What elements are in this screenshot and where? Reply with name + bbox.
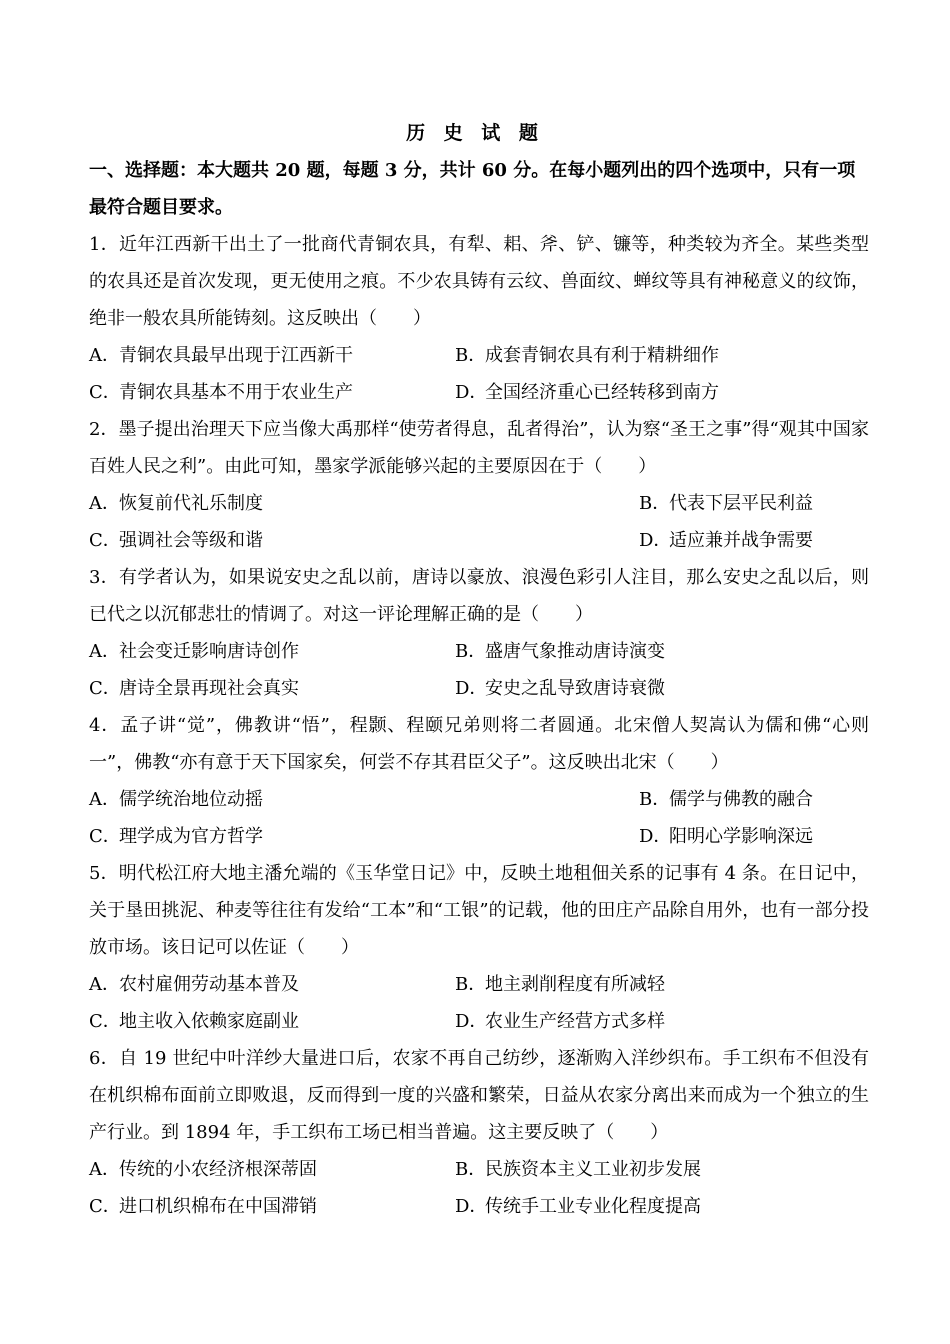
option-key: C． <box>89 1011 121 1032</box>
answer-option <box>89 1188 455 1225</box>
option-text: 农村雇佣劳动基本普及 <box>119 974 299 995</box>
option-key: C． <box>89 530 121 551</box>
answer-option <box>639 522 869 559</box>
option-text: 儒学与佛教的融合 <box>669 789 813 810</box>
option-text: 强调社会等级和谐 <box>119 530 263 551</box>
question-5 <box>89 855 869 1040</box>
option-text: 适应兼并战争需要 <box>669 530 813 551</box>
option-row <box>89 818 869 855</box>
option-key: B． <box>455 974 487 995</box>
answer-option <box>89 485 639 522</box>
option-key: D． <box>639 826 672 847</box>
option-key: B． <box>455 641 487 662</box>
option-text: 社会变迁影响唐诗创作 <box>119 641 299 662</box>
answer-option <box>89 374 455 411</box>
option-key: C． <box>89 382 121 403</box>
option-text: 传统手工业专业化程度提高 <box>485 1196 701 1217</box>
question-list <box>89 226 869 1225</box>
option-key: A． <box>89 1159 120 1180</box>
answer-option <box>89 1151 455 1188</box>
option-key: C． <box>89 678 121 699</box>
option-text: 青铜农具基本不用于农业生产 <box>119 382 353 403</box>
option-row <box>89 633 869 670</box>
option-text: 恢复前代礼乐制度 <box>119 493 263 514</box>
answer-option <box>89 966 455 1003</box>
section-heading: 一、选择题：本大题共 20 题，每题 3 分，共计 60 分。在每小题列出的四个选项中，只有一项最符合题目要求。 <box>89 160 856 218</box>
option-text: 进口机织棉布在中国滞销 <box>119 1196 317 1217</box>
question-6 <box>89 1040 869 1225</box>
option-key: C． <box>89 1196 121 1217</box>
option-text: 全国经济重心已经转移到南方 <box>485 382 719 403</box>
option-key: A． <box>89 493 120 514</box>
option-key: D． <box>455 678 488 699</box>
answer-option <box>455 1188 869 1225</box>
answer-option <box>455 337 869 374</box>
answer-option <box>89 337 455 374</box>
answer-option <box>455 1003 869 1040</box>
option-key: B． <box>639 789 671 810</box>
option-key: A． <box>89 789 120 810</box>
option-text: 传统的小农经济根深蒂固 <box>119 1159 317 1180</box>
option-text: 地主收入依赖家庭副业 <box>119 1011 299 1032</box>
option-row <box>89 337 869 374</box>
question-stem: 5．明代松江府大地主潘允端的《玉华堂日记》中，反映土地租佃关系的记事有 4 条。在日记中，关于垦田挑泥、种麦等往往有发给“工本”和“工银”的记载，他的田庄产品除自用外，也有一部分投放市场。该日记可以佐证（ ） <box>89 863 869 958</box>
answer-option <box>89 781 639 818</box>
option-text: 代表下层平民利益 <box>669 493 813 514</box>
option-text: 理学成为官方哲学 <box>119 826 263 847</box>
answer-option <box>455 374 869 411</box>
question-4 <box>89 707 869 855</box>
option-text: 成套青铜农具有利于精耕细作 <box>485 345 719 366</box>
option-row <box>89 1188 869 1225</box>
answer-option <box>89 522 639 559</box>
answer-option <box>455 966 869 1003</box>
answer-option <box>455 633 869 670</box>
option-key: D． <box>455 1196 488 1217</box>
question-2 <box>89 411 869 559</box>
option-row <box>89 966 869 1003</box>
option-text: 安史之乱导致唐诗衰微 <box>485 678 665 699</box>
answer-option <box>89 1003 455 1040</box>
question-stem: 6．自 19 世纪中叶洋纱大量进口后，农家不再自己纺纱，逐渐购入洋纱织布。手工织布不但没有在机织棉布面前立即败退，反而得到一度的兴盛和繁荣，日益从农家分离出来而成为一个独立的生产行业。到 1894 年，手工织布工场已相当普遍。这主要反映了（ ） <box>89 1048 869 1143</box>
option-text: 民族资本主义工业初步发展 <box>485 1159 701 1180</box>
option-text: 儒学统治地位动摇 <box>119 789 263 810</box>
question-3 <box>89 559 869 707</box>
option-text: 青铜农具最早出现于江西新干 <box>119 345 353 366</box>
option-row <box>89 522 869 559</box>
answer-option <box>89 670 455 707</box>
answer-option <box>455 1151 869 1188</box>
option-text: 农业生产经营方式多样 <box>485 1011 665 1032</box>
option-key: D． <box>455 1011 488 1032</box>
answer-option <box>639 485 869 522</box>
option-key: B． <box>455 345 487 366</box>
question-stem: 2．墨子提出治理天下应当像大禹那样“使劳者得息，乱者得治”，认为察“圣王之事”得“观其中国家百姓人民之利”。由此可知，墨家学派能够兴起的主要原因在于（ ） <box>89 419 869 477</box>
option-key: D． <box>639 530 672 551</box>
option-key: B． <box>639 493 671 514</box>
answer-option <box>89 633 455 670</box>
option-key: A． <box>89 974 120 995</box>
option-key: A． <box>89 641 120 662</box>
answer-option <box>639 781 869 818</box>
option-text: 盛唐气象推动唐诗演变 <box>485 641 665 662</box>
question-1 <box>89 226 869 411</box>
option-row <box>89 781 869 818</box>
question-stem: 3．有学者认为，如果说安史之乱以前，唐诗以豪放、浪漫色彩引人注目，那么安史之乱以后，则已代之以沉郁悲壮的情调了。对这一评论理解正确的是（ ） <box>89 567 869 625</box>
option-row <box>89 485 869 522</box>
answer-option <box>89 818 639 855</box>
option-key: A． <box>89 345 120 366</box>
option-row <box>89 670 869 707</box>
question-stem: 4．孟子讲“觉”，佛教讲“悟”，程颢、程颐兄弟则将二者圆通。北宋僧人契嵩认为儒和佛“心则一”，佛教“亦有意于天下国家矣，何尝不存其君臣父子”。这反映出北宋（ ） <box>89 715 869 773</box>
option-text: 地主剥削程度有所减轻 <box>485 974 665 995</box>
page-title: 历 史 试 题 <box>406 122 544 144</box>
answer-option <box>639 818 869 855</box>
option-row <box>89 1151 869 1188</box>
option-text: 阳明心学影响深远 <box>669 826 813 847</box>
option-key: C． <box>89 826 121 847</box>
option-text: 唐诗全景再现社会真实 <box>119 678 299 699</box>
option-row <box>89 374 869 411</box>
answer-option <box>455 670 869 707</box>
option-row <box>89 1003 869 1040</box>
question-stem: 1．近年江西新干出土了一批商代青铜农具，有犁、耜、斧、铲、镰等，种类较为齐全。某些类型的农具还是首次发现，更无使用之痕。不少农具铸有云纹、兽面纹、蝉纹等具有神秘意义的纹饰，绝非一般农具所能铸刻。这反映出（ ） <box>89 234 869 329</box>
option-key: D． <box>455 382 488 403</box>
option-key: B． <box>455 1159 487 1180</box>
